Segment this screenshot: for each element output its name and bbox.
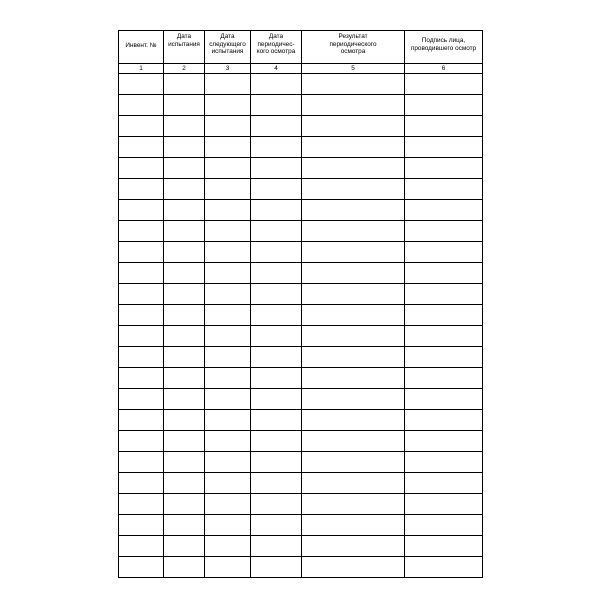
table-cell [302,200,405,221]
table-cell [119,95,164,116]
table-cell [164,221,205,242]
table-cell [205,452,251,473]
header-row [119,31,483,64]
table-cell [251,221,302,242]
table-cell [164,557,205,578]
table-cell [405,74,483,95]
table-cell [302,74,405,95]
table-cell [164,284,205,305]
table-cell [119,263,164,284]
table-cell [302,221,405,242]
table-cell [251,473,302,494]
table-cell [251,431,302,452]
table-cell [119,74,164,95]
table-cell [205,494,251,515]
table-cell [405,158,483,179]
table-cell [119,515,164,536]
table-cell [405,494,483,515]
table-row [119,158,483,179]
table-cell [205,347,251,368]
table-cell [302,263,405,284]
table-cell [119,137,164,158]
table-cell [164,515,205,536]
table-cell [164,74,205,95]
table-cell [405,221,483,242]
table-row [119,431,483,452]
table-cell [205,389,251,410]
header-inspector-signature: Подпись лица, проводившего осмотр [405,31,483,64]
table-row [119,326,483,347]
table-cell [119,242,164,263]
table-cell [251,536,302,557]
table-cell [205,116,251,137]
log-body [119,74,483,578]
table-row [119,200,483,221]
table-cell [302,431,405,452]
table-cell [251,389,302,410]
table-row [119,179,483,200]
table-cell [205,137,251,158]
table-cell [164,536,205,557]
table-cell [164,347,205,368]
table-cell [302,536,405,557]
table-cell [205,221,251,242]
table-cell [119,158,164,179]
table-cell [164,158,205,179]
table-cell [119,116,164,137]
table-cell [405,137,483,158]
table-cell [119,200,164,221]
table-cell [164,410,205,431]
table-cell [119,368,164,389]
table-cell [302,95,405,116]
table-cell [302,179,405,200]
table-cell [302,410,405,431]
table-cell [405,179,483,200]
table-cell [302,494,405,515]
table-cell [405,410,483,431]
column-number-row [119,64,483,74]
table-cell [119,452,164,473]
table-cell [164,452,205,473]
table-row [119,263,483,284]
table-cell [205,536,251,557]
table-row [119,95,483,116]
table-cell [164,137,205,158]
table-cell [119,179,164,200]
table-cell [302,368,405,389]
table-cell [164,389,205,410]
inspection-log-table [118,30,483,578]
table-cell [205,263,251,284]
table-cell [302,305,405,326]
table-row [119,473,483,494]
table-cell [164,326,205,347]
table-cell [405,389,483,410]
table-cell [205,410,251,431]
table-cell [405,347,483,368]
table-cell [119,284,164,305]
table-cell [251,158,302,179]
column-number-6: 6 [405,64,483,74]
table-cell [405,557,483,578]
table-row [119,74,483,95]
header-next-test-date: Дата следующего испытания [205,31,251,64]
header-test-date: Дата испытания [164,31,205,64]
table-cell [405,431,483,452]
table-cell [164,179,205,200]
table-row [119,116,483,137]
table-cell [405,305,483,326]
table-cell [164,95,205,116]
table-cell [405,536,483,557]
table-cell [205,326,251,347]
table-cell [164,305,205,326]
table-cell [302,116,405,137]
table-cell [164,368,205,389]
table-cell [302,515,405,536]
table-row [119,284,483,305]
table-row [119,515,483,536]
table-cell [302,137,405,158]
table-cell [251,95,302,116]
table-cell [405,242,483,263]
table-cell [164,116,205,137]
table-cell [251,305,302,326]
table-cell [205,557,251,578]
table-cell [205,305,251,326]
table-cell [251,557,302,578]
table-cell [119,536,164,557]
table-cell [251,263,302,284]
table-cell [302,326,405,347]
table-cell [302,557,405,578]
table-cell [405,95,483,116]
table-cell [302,389,405,410]
table-cell [119,389,164,410]
table-cell [251,326,302,347]
table-row [119,242,483,263]
table-cell [205,473,251,494]
table-cell [205,74,251,95]
table-cell [205,179,251,200]
table-cell [119,431,164,452]
table-cell [119,221,164,242]
column-number-4: 4 [251,64,302,74]
table-cell [205,431,251,452]
table-row [119,557,483,578]
table-cell [205,515,251,536]
column-number-1: 1 [119,64,164,74]
table-row [119,137,483,158]
table-cell [251,74,302,95]
column-number-2: 2 [164,64,205,74]
table-row [119,347,483,368]
table-row [119,410,483,431]
table-cell [119,494,164,515]
table-cell [119,347,164,368]
table-cell [205,284,251,305]
table-row [119,452,483,473]
table-cell [251,368,302,389]
table-cell [302,473,405,494]
table-cell [251,200,302,221]
table-cell [251,515,302,536]
column-number-5: 5 [302,64,405,74]
table-cell [405,515,483,536]
table-cell [119,305,164,326]
table-row [119,494,483,515]
table-cell [251,179,302,200]
table-cell [405,368,483,389]
table-cell [251,242,302,263]
table-cell [205,368,251,389]
table-cell [405,452,483,473]
table-cell [119,326,164,347]
table-cell [405,326,483,347]
table-cell [205,158,251,179]
table-row [119,389,483,410]
table-cell [405,473,483,494]
table-cell [164,431,205,452]
table-cell [205,242,251,263]
table-cell [302,242,405,263]
table-cell [302,452,405,473]
table-cell [405,200,483,221]
table-cell [405,263,483,284]
table-row [119,221,483,242]
header-inspection-result: Результат периодического осмотра [302,31,405,64]
table-cell [164,242,205,263]
table-cell [205,200,251,221]
table-cell [251,347,302,368]
header-inventory-number: Инвент. № [119,31,164,64]
header-periodic-inspection-date: Дата периодичес- кого осмотра [251,31,302,64]
inspection-log-sheet [118,30,482,578]
table-cell [251,137,302,158]
table-cell [302,347,405,368]
table-cell [119,473,164,494]
table-cell [205,95,251,116]
table-cell [251,410,302,431]
table-cell [164,263,205,284]
table-row [119,368,483,389]
table-cell [302,158,405,179]
table-cell [164,473,205,494]
table-cell [405,284,483,305]
table-cell [302,284,405,305]
table-cell [251,284,302,305]
table-cell [119,410,164,431]
table-cell [405,116,483,137]
table-cell [251,452,302,473]
table-cell [119,557,164,578]
table-cell [251,116,302,137]
column-number-3: 3 [205,64,251,74]
table-cell [164,494,205,515]
table-cell [164,200,205,221]
table-row [119,305,483,326]
table-row [119,536,483,557]
table-cell [251,494,302,515]
